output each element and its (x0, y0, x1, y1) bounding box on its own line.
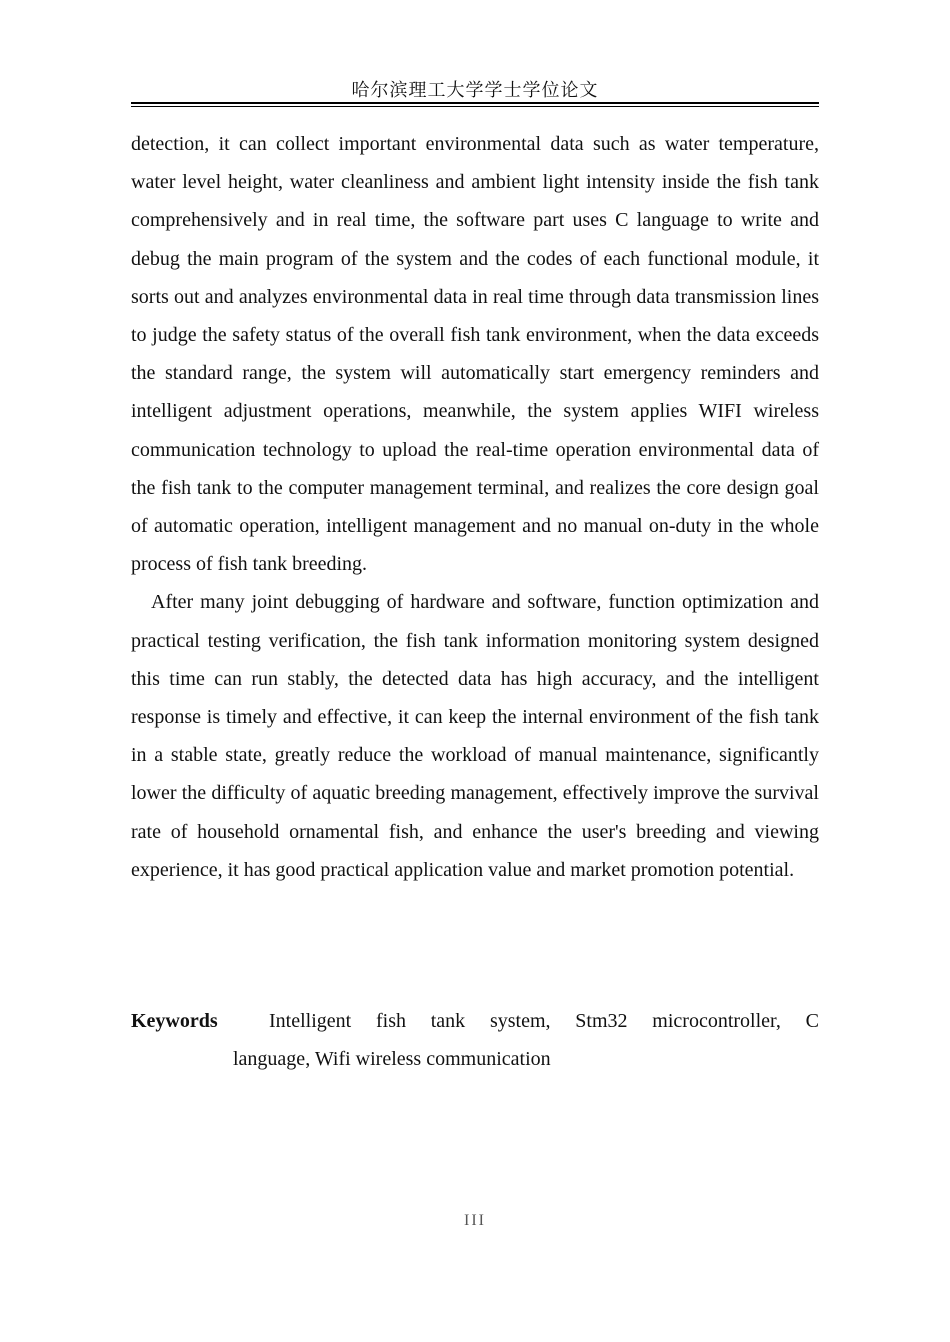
abstract-body (131, 125, 819, 889)
keywords-line-2: language, Wifi wireless communication (233, 1048, 551, 1070)
keywords-line-1: Intelligent fish tank system, Stm32 microcontroller, C (269, 1010, 819, 1032)
header-rule-thin (131, 106, 819, 107)
keywords-row (131, 1002, 819, 1040)
keywords-label: Keywords (131, 1010, 218, 1032)
keywords-section (131, 1002, 819, 1078)
page-number: III (464, 1212, 486, 1229)
running-header: 哈尔滨理工大学学士学位论文 (351, 80, 599, 100)
paragraph-1: detection, it can collect important environmental data such as water temperature, water level height, water cleanliness and ambient light intensity inside the fish tank comprehensively and in real time, the software part uses C language to write and debug the main program of the system and the codes of each functional module, it sorts out and analyzes environmental data in real time through data transmission lines to judge the safety status of the overall fish tank environment, when the data exceeds the standard range, the system will automatically start emergency reminders and intelligent adjustment operations, meanwhile, the system applies WIFI wireless communication technology to upload the real-time operation environmental data of the fish tank to the computer management terminal, and realizes the core design goal of automatic operation, intelligent management and no manual on-duty in the whole process of fish tank breeding. (131, 133, 819, 576)
paragraph-2: After many joint debugging of hardware and software, function optimization and practical testing verification, the fish tank information monitoring system designed this time can run stably, the detected data has high accuracy, and the intelligent response is timely and effective, it can keep the internal environment of the fish tank in a stable state, greatly reduce the workload of manual maintenance, significantly lower the difficulty of aquatic breeding management, effectively improve the survival rate of household ornamental fish, and enhance the user's breeding and viewing experience, it has good practical application value and market promotion potential. (131, 591, 819, 881)
header-rule-thick (131, 102, 819, 104)
